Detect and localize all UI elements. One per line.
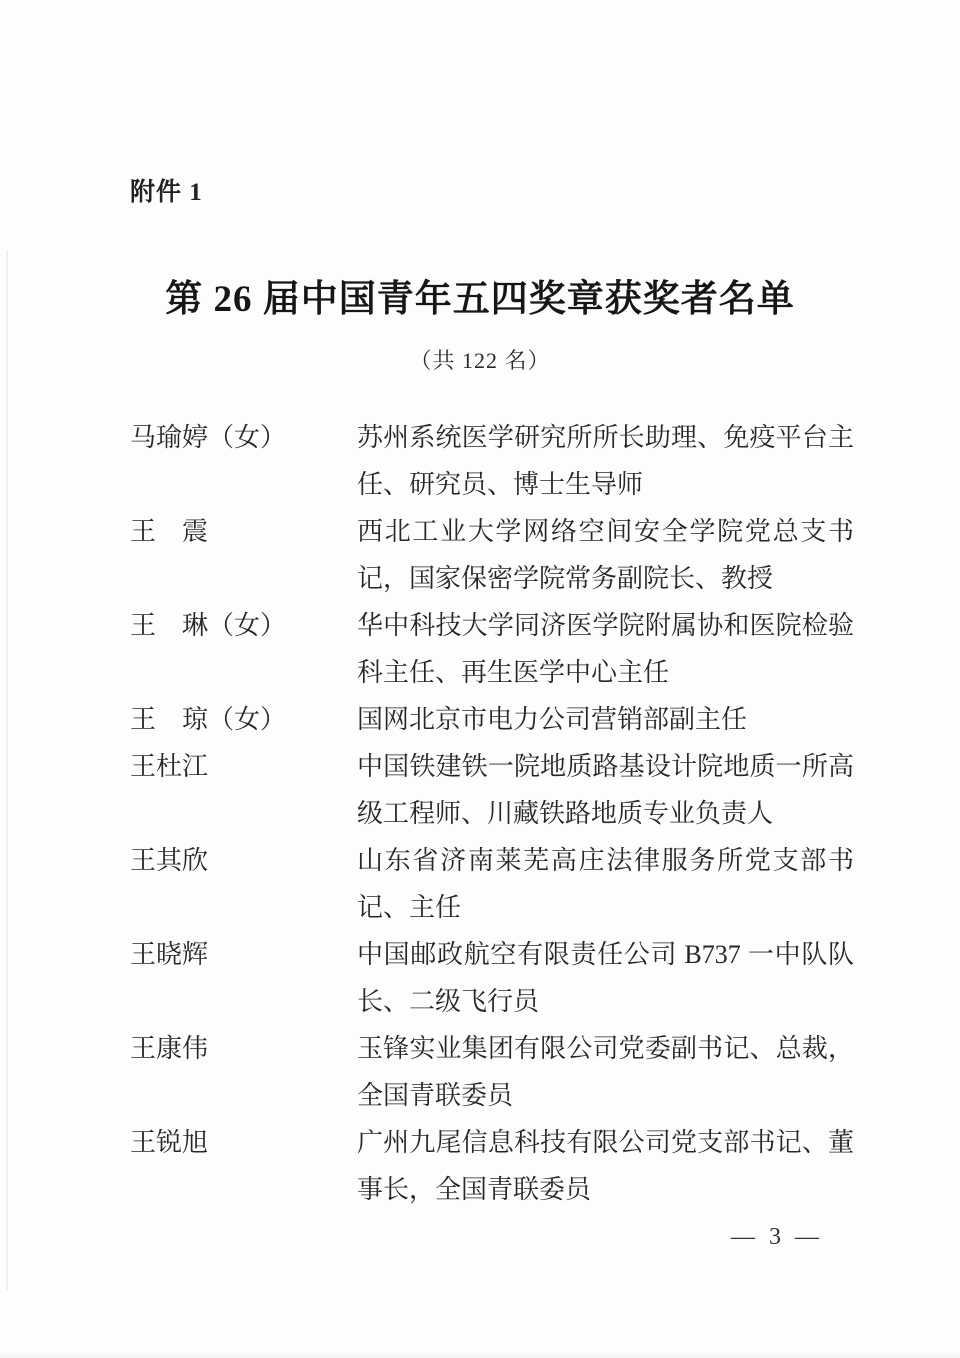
recipient-description: 玉锋实业集团有限公司党委副书记、总裁，全国青联委员 <box>357 1034 854 1110</box>
list-item <box>130 696 860 743</box>
recipient-description: 国网北京市电力公司营销部副主任 <box>357 705 748 734</box>
list-item <box>130 743 860 837</box>
recipient-name: 王晓辉 <box>130 940 209 969</box>
page-title: 第 26 届中国青年五四奖章获奖者名单 <box>165 279 795 320</box>
list-item <box>130 1025 860 1119</box>
recipient-name: 马瑜婷（女） <box>130 423 287 452</box>
scan-artifact-bottom-edge <box>0 1352 960 1358</box>
recipient-name: 王 琼（女） <box>130 705 287 734</box>
recipient-description: 西北工业大学网络空间安全学院党总支书记，国家保密学院常务副院长、教授 <box>357 517 854 593</box>
list-item <box>130 508 860 602</box>
recipient-list <box>130 414 860 1213</box>
recipient-name: 王杜江 <box>130 752 209 781</box>
list-item <box>130 602 860 696</box>
recipient-description: 中国铁建铁一院地质路基设计院地质一所高级工程师、川藏铁路地质专业负责人 <box>357 752 854 828</box>
recipient-name: 王锐旭 <box>130 1128 209 1157</box>
page-number: — 3 — <box>731 1224 823 1250</box>
recipient-name: 王其欣 <box>130 846 209 875</box>
list-item <box>130 837 860 931</box>
recipient-description: 华中科技大学同济医学院附属协和医院检验科主任、再生医学中心主任 <box>357 611 854 687</box>
recipient-description: 广州九尾信息科技有限公司党支部书记、董事长，全国青联委员 <box>357 1128 854 1204</box>
recipient-name: 王 震 <box>130 517 209 546</box>
recipient-description: 苏州系统医学研究所所长助理、免疫平台主任、研究员、博士生导师 <box>357 423 854 499</box>
recipient-description: 山东省济南莱芜高庄法律服务所党支部书记、主任 <box>357 846 854 922</box>
recipient-name: 王 琳（女） <box>130 611 287 640</box>
list-item <box>130 931 860 1025</box>
recipient-description: 中国邮政航空有限责任公司 B737 一中队队长、二级飞行员 <box>357 940 854 1016</box>
recipient-name: 王康伟 <box>130 1034 209 1063</box>
list-item <box>130 1119 860 1213</box>
recipient-count-subtitle: （共 122 名） <box>409 348 551 373</box>
attachment-label: 附件 1 <box>130 179 203 206</box>
list-item <box>130 414 860 508</box>
scan-artifact-left-edge <box>6 250 8 1290</box>
